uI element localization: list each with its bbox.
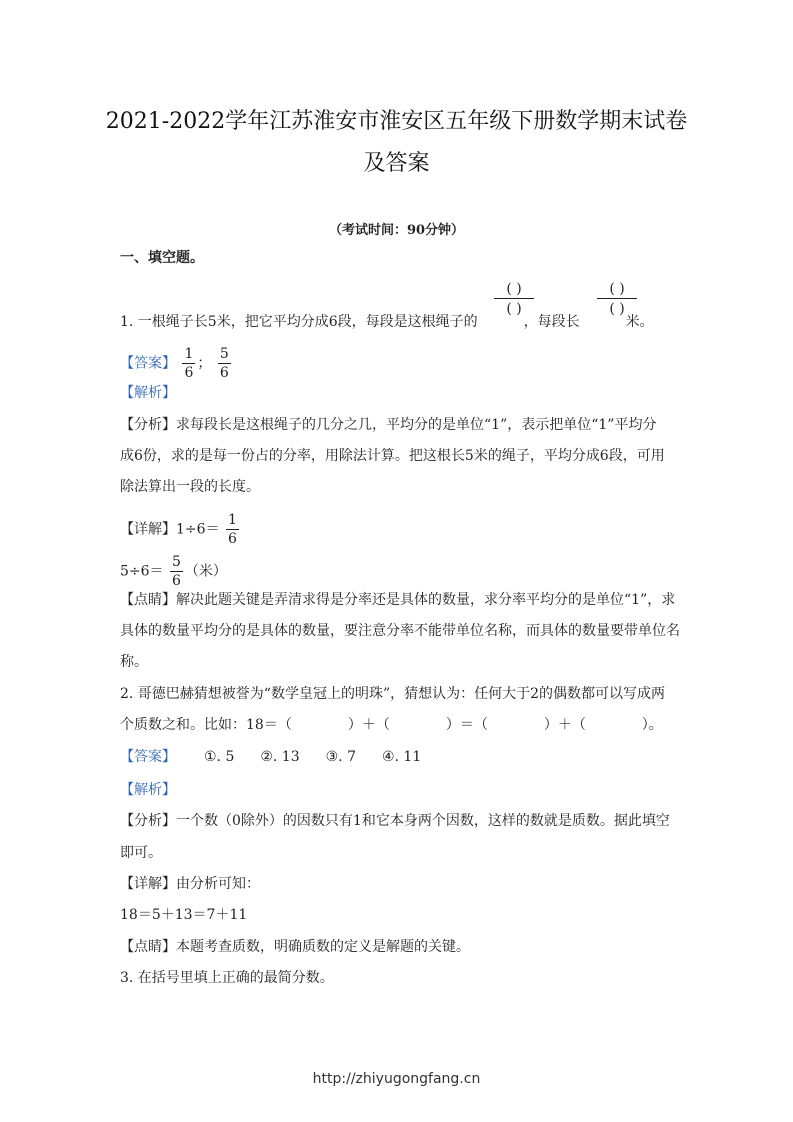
detail-fraction-2 [170, 553, 183, 590]
detail-label: 【详解】 [120, 876, 176, 892]
q1-text-c: 米。 [625, 314, 654, 330]
answer-fraction-2 [218, 345, 231, 382]
analysis-label: 【分析】 [120, 813, 176, 829]
q1-jiexi-label: 【解析】 [120, 385, 176, 401]
denominator: 6 [228, 531, 237, 547]
detail-text: 由分析可知： [176, 876, 260, 892]
answer-separator: ； [197, 355, 212, 372]
q2-tip [120, 937, 470, 957]
tip-label: 【点睛】 [120, 939, 176, 955]
detail-expression: 5÷6＝ [120, 563, 164, 580]
detail-unit: （米） [184, 563, 227, 580]
question-2-line-2: 个质数之和。比如：18＝（ ）＋（ ）＝（ ）＋（ ）。 [120, 717, 663, 733]
page-title: 2021-2022学年江苏淮安市淮安区五年级下册数学期末试卷 [105, 109, 688, 134]
denominator: 6 [219, 365, 229, 381]
analysis-text: 求每段长是这根绳子的几分之几，平均分的是单位“1”，表示把单位“1”平均分 [176, 417, 657, 433]
detail-expression: 1÷6＝ [176, 521, 220, 538]
detail-label: 【详解】 [120, 521, 176, 538]
q2-answer [120, 747, 421, 767]
detail-fraction-1 [226, 511, 239, 548]
blank-denominator: ( ) [506, 301, 522, 317]
q1-tip-line-1 [120, 590, 675, 610]
answer-label: 【答案】 [120, 355, 176, 372]
q1-tip-line-3: 称。 [120, 654, 148, 670]
q1-tip-line-2: 具体的数量平均分的是具体的数量，要注意分率不能带单位名称，而具体的数量要带单位名 [120, 623, 680, 639]
page-title-continued: 及答案 [363, 151, 430, 176]
numerator: 5 [172, 554, 181, 570]
blank-numerator: ( ) [597, 280, 637, 299]
blank-denominator: ( ) [609, 301, 625, 317]
answer-label: 【答案】 [120, 749, 176, 765]
denominator: 6 [172, 573, 181, 589]
answer-item-1: ①. 5 [204, 749, 235, 765]
q1-detail-1 [120, 511, 241, 548]
q1-fraction-blank-1 [494, 280, 534, 319]
q2-jiexi-label: 【解析】 [120, 782, 176, 798]
q2-detail [120, 874, 260, 894]
exam-time: （考试时间：90分钟） [328, 223, 465, 238]
answer-fraction-1 [182, 345, 195, 382]
q2-analysis-line-1 [120, 811, 670, 831]
q1-analysis-line-2: 成6份，求的是每一份占的分率，用除法计算。把这根长5米的绳子，平均分成6段，可用 [120, 448, 665, 464]
denominator: 6 [184, 365, 194, 381]
answer-item-4: ④. 11 [381, 749, 422, 765]
numerator: 1 [228, 512, 237, 528]
q1-detail-2 [120, 553, 227, 590]
tip-text: 解决此题关键是弄清求得是分率还是具体的数量，求分率平均分的是单位“1”，求 [176, 592, 676, 608]
question-3-text: 3. 在括号里填上正确的最简分数。 [120, 970, 334, 986]
q1-fraction-blank-2 [597, 280, 637, 319]
tip-text: 本题考查质数，明确质数的定义是解题的关键。 [176, 939, 470, 955]
q1-analysis-line-3: 除法算出一段的长度。 [120, 479, 260, 495]
q1-analysis-line-1 [120, 415, 656, 435]
q1-text-b: ，每段长 [523, 314, 580, 330]
q1-text-a: 1. 一根绳子长5米，把它平均分成6段，每段是这根绳子的 [120, 314, 478, 330]
question-1-text [120, 312, 654, 332]
analysis-label: 【分析】 [120, 417, 176, 433]
q1-answer [120, 345, 233, 382]
q2-analysis-line-2: 即可。 [120, 845, 162, 861]
q2-detail-equation: 18＝5＋13＝7＋11 [120, 907, 248, 923]
analysis-text: 一个数（0除外）的因数只有1和它本身两个因数，这样的数就是质数。据此填空 [176, 813, 670, 829]
numerator: 5 [219, 346, 229, 362]
question-2-line-1: 2. 哥德巴赫猜想被誉为“数学皇冠上的明珠”，猜想认为：任何大于2的偶数都可以写成两 [120, 686, 666, 702]
blank-numerator: ( ) [494, 280, 534, 299]
answer-item-2: ②. 13 [260, 749, 300, 765]
tip-label: 【点睛】 [120, 592, 176, 608]
section-heading: 一、填空题。 [120, 250, 204, 266]
answer-item-3: ③. 7 [325, 749, 356, 765]
footer-url[interactable]: http://zhiyugongfang.cn [312, 1071, 481, 1087]
numerator: 1 [184, 346, 194, 362]
